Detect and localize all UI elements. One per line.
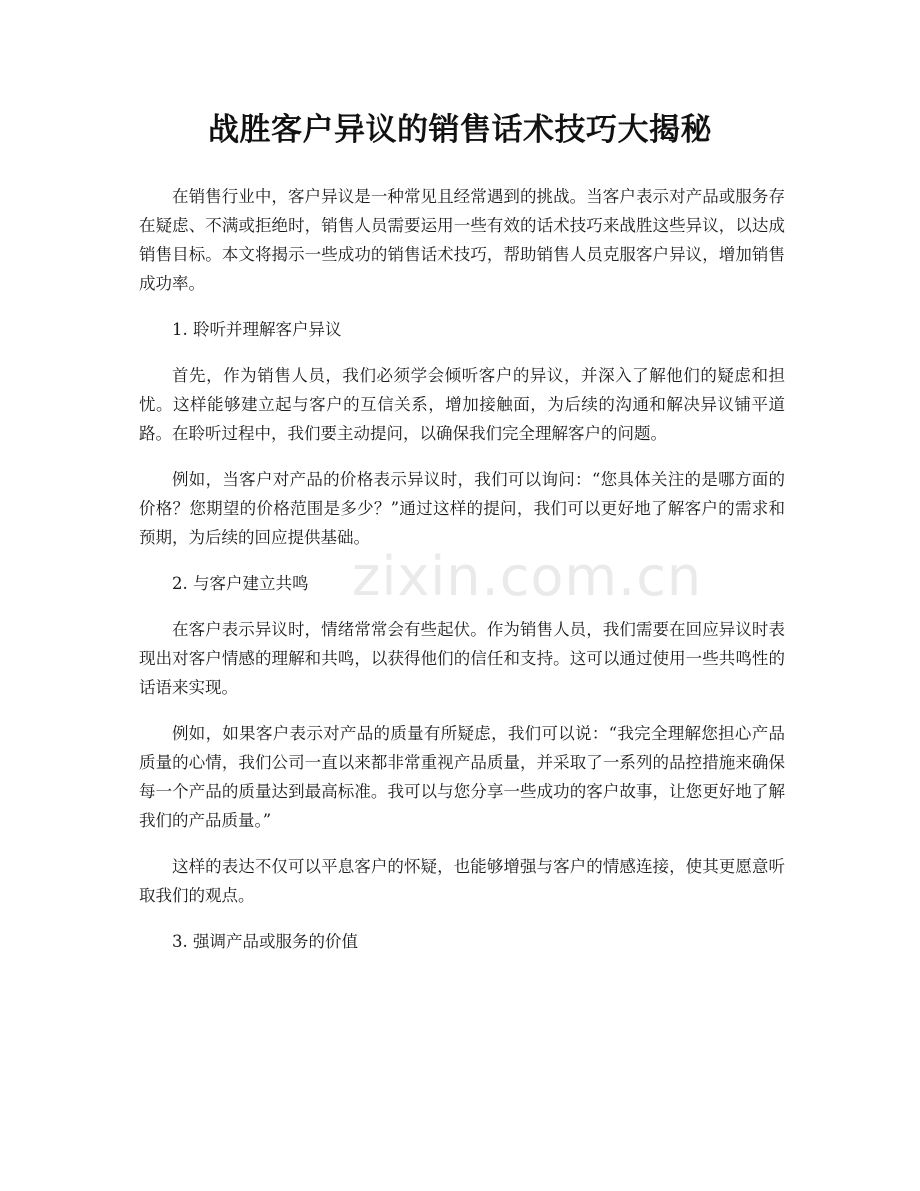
section-heading-2: 2. 与客户建立共鸣 bbox=[172, 574, 309, 593]
watermark: zixin.com.cn bbox=[352, 545, 703, 608]
document-body bbox=[139, 182, 785, 973]
document-title: 战胜客户异议的销售话术技巧大揭秘 bbox=[208, 112, 712, 148]
paragraph-intro: 在销售行业中，客户异议是一种常见且经常遇到的挑战。当客户表示对产品或服务存在疑虑、不满或拒绝时，销售人员需要运用一些有效的话术技巧来战胜这些异议，以达成销售目标。本文将揭示一些成功的销售话术技巧，帮助销售人员克服客户异议，增加销售成功率。 bbox=[139, 187, 785, 293]
paragraph: 例如，如果客户表示对产品的质量有所疑虑，我们可以说：“我完全理解您担心产品质量的心情，我们公司一直以来都非常重视产品质量，并采取了一系列的品控措施来确保每一个产品的质量达到最高标准。我可以与您分享一些成功的客户故事，让您更好地了解我们的产品质量。” bbox=[139, 724, 785, 830]
paragraph: 例如，当客户对产品的价格表示异议时，我们可以询问：“您具体关注的是哪方面的价格？您期望的价格范围是多少？”通过这样的提问，我们可以更好地了解客户的需求和预期，为后续的回应提供基础。 bbox=[139, 470, 785, 547]
paragraph: 在客户表示异议时，情绪常常会有些起伏。作为销售人员，我们需要在回应异议时表现出对客户情感的理解和共鸣，以获得他们的信任和支持。这可以通过使用一些共鸣性的话语来实现。 bbox=[139, 620, 785, 697]
paragraph: 这样的表达不仅可以平息客户的怀疑，也能够增强与客户的情感连接，使其更愿意听取我们的观点。 bbox=[139, 857, 785, 905]
section-heading-3: 3. 强调产品或服务的价值 bbox=[172, 932, 358, 951]
section-heading-1: 1. 聆听并理解客户异议 bbox=[172, 320, 342, 339]
paragraph: 首先，作为销售人员，我们必须学会倾听客户的异议，并深入了解他们的疑虑和担忧。这样能够建立起与客户的互信关系，增加接触面，为后续的沟通和解决异议铺平道路。在聆听过程中，我们要主动提问，以确保我们完全理解客户的问题。 bbox=[139, 366, 785, 443]
